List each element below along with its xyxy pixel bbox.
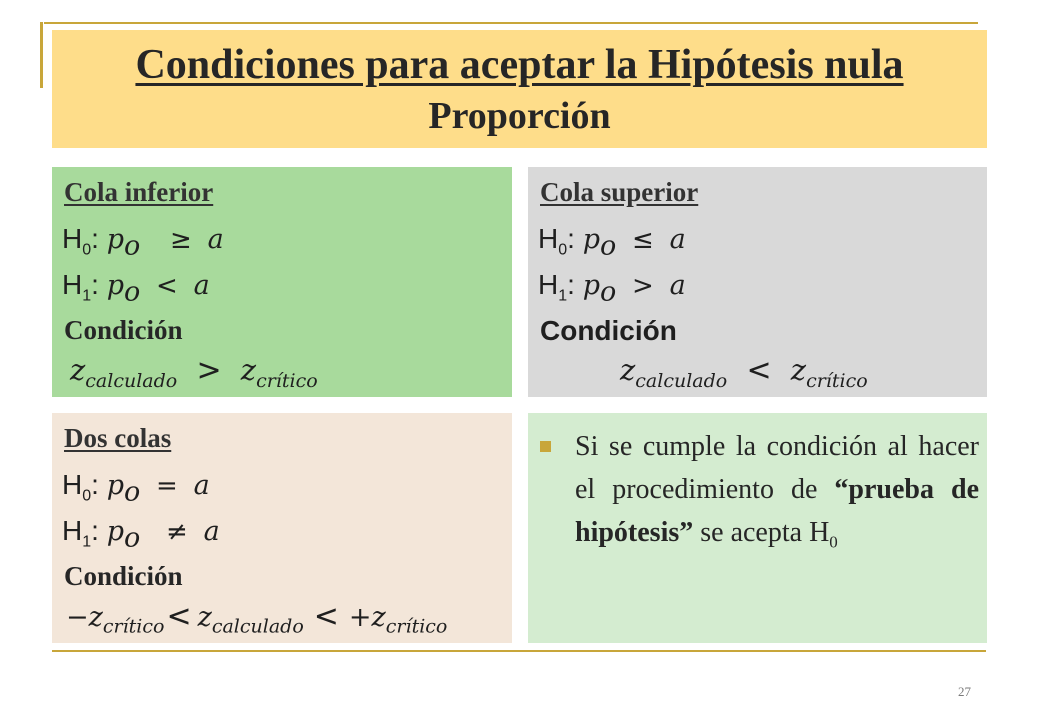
- bullet-square-icon: [540, 441, 551, 452]
- lower-tail-panel: [52, 167, 512, 397]
- upper-condition-label: Condición: [540, 315, 677, 346]
- slide-title: Condiciones para aceptar la Hipótesis nula: [135, 42, 904, 88]
- top-rule: [44, 22, 978, 24]
- two-tail-heading: Dos colas: [64, 423, 172, 453]
- two-alt-hypothesis: $H_1$: $p_o \ne a$: [62, 515, 220, 554]
- page-number: 27: [958, 684, 971, 699]
- upper-tail-heading: Cola superior: [540, 177, 699, 207]
- left-rule: [40, 22, 43, 88]
- upper-null-hypothesis: $H_0$: $p_o \le a$: [538, 223, 686, 262]
- title-banner: [52, 30, 987, 148]
- lower-null-hypothesis: $H_0$: $p_o \ge a$: [62, 223, 224, 262]
- upper-alt-hypothesis: $H_1$: $p_o > a$: [538, 269, 686, 308]
- two-condition-expression: $-z_{crítico}< z_{calculado} < +z_{crítico}$: [66, 599, 448, 638]
- note-panel: [528, 413, 987, 643]
- lower-alt-hypothesis: $H_1$: $p_o < a$: [62, 269, 210, 308]
- note-text: Si se cumple la condición al hacer el procedimiento de “prueba de hipótesis” se acepta $H_0$: [575, 431, 979, 552]
- two-tail-panel: [52, 413, 512, 643]
- upper-tail-panel: [528, 167, 987, 397]
- two-null-hypothesis: $H_0$: $p_o = a$: [62, 469, 210, 508]
- upper-condition-expression: $z_{calculado} < z_{crítico}$: [620, 353, 868, 392]
- two-condition-label: Condición: [64, 561, 183, 591]
- lower-tail-heading: Cola inferior: [64, 177, 214, 207]
- slide-subtitle: Proporción: [428, 95, 611, 137]
- bottom-rule: [52, 650, 986, 652]
- lower-condition-label: Condición: [64, 315, 183, 345]
- lower-condition-expression: $z_{calculado} > z_{crítico}$: [70, 353, 318, 392]
